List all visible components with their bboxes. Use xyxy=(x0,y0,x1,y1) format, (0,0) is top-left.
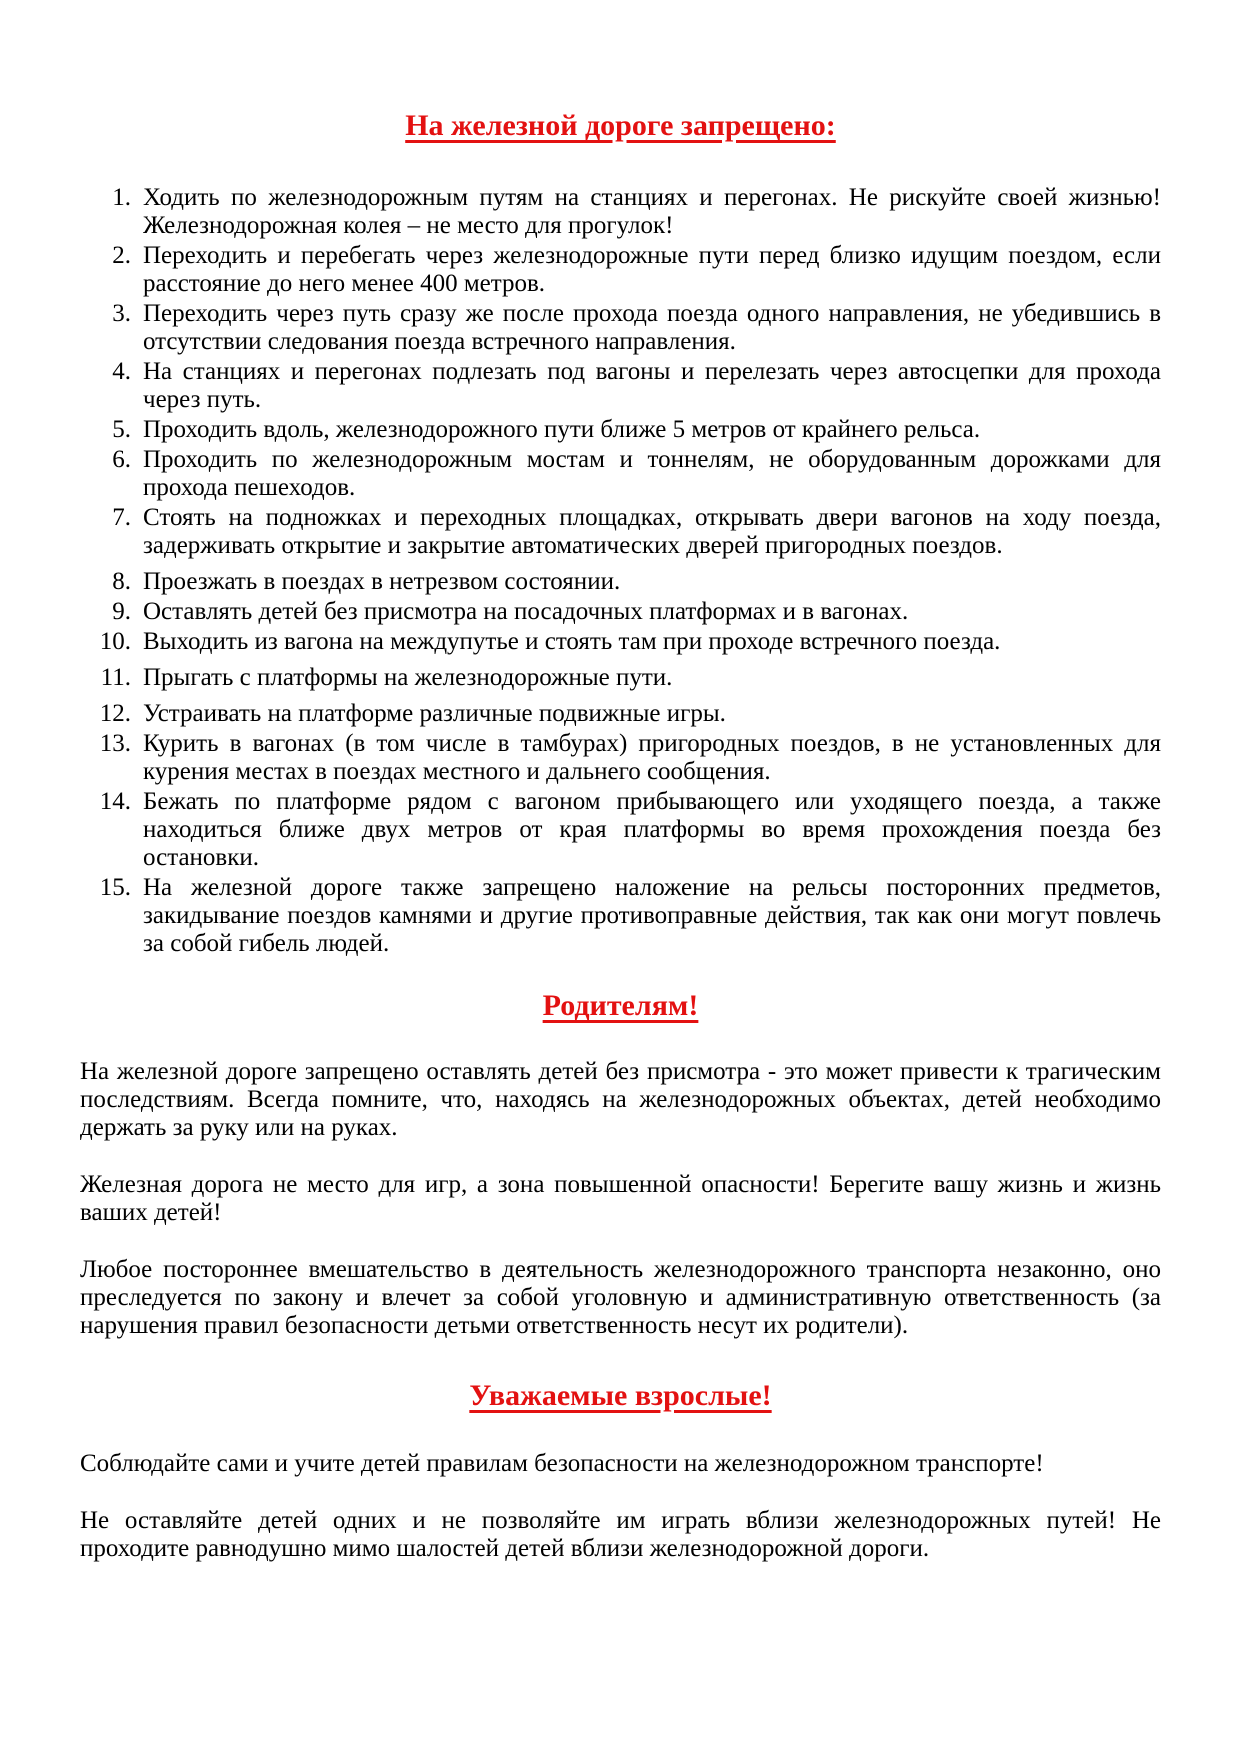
item-text: На станциях и перегонах подлезать под вагоны и перелезать через автосцепки для прохода через путь. xyxy=(143,358,1161,413)
list-item xyxy=(80,568,1161,596)
item-number: 3. xyxy=(112,300,131,327)
item-text: Курить в вагонах (в том числе в тамбурах) пригородных поездов, в не установленных для курения местах в поездах местного и дальнего сообщения. xyxy=(143,730,1161,785)
heading-adults: Уважаемые взрослые! xyxy=(469,1379,772,1412)
item-number: 7. xyxy=(112,504,131,531)
item-number: 10. xyxy=(99,628,131,655)
item-text: Переходить через путь сразу же после прохода поезда одного направления, не убедившись в отсутствии следования поезда встречного направления. xyxy=(143,300,1161,355)
item-number: 9. xyxy=(112,598,131,625)
list-item xyxy=(80,788,1161,872)
paragraph-adults-2: Не оставляйте детей одних и не позволяйте им играть вблизи железнодорожных путей! Не проходите равнодушно мимо шалостей детей вблизи железнодорожной дороги. xyxy=(80,1507,1161,1562)
list-item xyxy=(80,300,1161,356)
item-number: 2. xyxy=(112,242,131,269)
item-text: Проезжать в поездах в нетрезвом состоянии. xyxy=(143,568,621,595)
item-text: Проходить вдоль, железнодорожного пути ближе 5 метров от крайнего рельса. xyxy=(143,416,981,443)
list-item xyxy=(80,184,1161,240)
prohibited-rules-list xyxy=(80,184,1161,958)
paragraph-parents-3: Любое постороннее вмешательство в деятельность железнодорожного транспорта незаконно, оно преследуется по закону и влечет за собой уголовную и административную ответственность (за нарушения правил безопасности детьми ответственность несут их родители). xyxy=(80,1256,1161,1339)
list-item xyxy=(80,874,1161,958)
list-item xyxy=(80,700,1161,728)
list-item xyxy=(80,446,1161,502)
paragraph-parents-2: Железная дорога не место для игр, а зона повышенной опасности! Берегите вашу жизнь и жизнь ваших детей! xyxy=(80,1171,1161,1226)
item-text: Стоять на подножках и переходных площадках, открывать двери вагонов на ходу поезда, задерживать открытие и закрытие автоматических дверей пригородных поездов. xyxy=(143,504,1161,559)
item-text: Устраивать на платформе различные подвижные игры. xyxy=(143,700,726,727)
item-text: Переходить и перебегать через железнодорожные пути перед близко идущим поездом, если расстояние до него менее 400 метров. xyxy=(143,242,1161,297)
item-number: 13. xyxy=(99,730,131,757)
list-item xyxy=(80,504,1161,560)
paragraph-adults-1: Соблюдайте сами и учите детей правилам безопасности на железнодорожном транспорте! xyxy=(80,1450,1044,1477)
list-item xyxy=(80,358,1161,414)
paragraph-parents-1: На железной дороге запрещено оставлять детей без присмотра - это может привести к трагическим последствиям. Всегда помните, что, находясь на железнодорожных объектах, детей необходимо держать за руку или на руках. xyxy=(80,1058,1161,1141)
item-number: 14. xyxy=(99,788,131,815)
item-text: Бежать по платформе рядом с вагоном прибывающего или уходящего поезда, а также находиться ближе двух метров от края платформы во время прохождения поезда без остановки. xyxy=(143,788,1161,871)
item-number: 4. xyxy=(112,358,131,385)
item-number: 11. xyxy=(100,664,131,691)
item-text: Прыгать с платформы на железнодорожные пути. xyxy=(143,664,673,691)
page-title: На железной дороге запрещено: xyxy=(405,109,836,142)
item-number: 15. xyxy=(99,874,131,901)
heading-parents: Родителям! xyxy=(542,989,699,1022)
item-number: 1. xyxy=(112,184,131,211)
item-text: Оставлять детей без присмотра на посадочных платформах и в вагонах. xyxy=(143,598,909,625)
item-number: 12. xyxy=(99,700,131,727)
item-number: 6. xyxy=(112,446,131,473)
item-text: На железной дороге также запрещено наложение на рельсы посторонних предметов, закидывание поездов камнями и другие противоправные действия, так как они могут повлечь за собой гибель людей. xyxy=(143,874,1161,957)
list-item xyxy=(80,730,1161,786)
list-item xyxy=(80,416,1161,444)
list-item xyxy=(80,664,1161,692)
item-text: Выходить из вагона на междупутье и стоять там при проходе встречного поезда. xyxy=(143,628,1001,655)
item-text: Проходить по железнодорожным мостам и тоннелям, не оборудованным дорожками для прохода пешеходов. xyxy=(143,446,1161,501)
list-item xyxy=(80,598,1161,626)
list-item xyxy=(80,628,1161,656)
item-number: 8. xyxy=(112,568,131,595)
list-item xyxy=(80,242,1161,298)
item-text: Ходить по железнодорожным путям на станциях и перегонах. Не рискуйте своей жизнью! Железнодорожная колея – не место для прогулок! xyxy=(143,184,1161,239)
item-number: 5. xyxy=(112,416,131,443)
